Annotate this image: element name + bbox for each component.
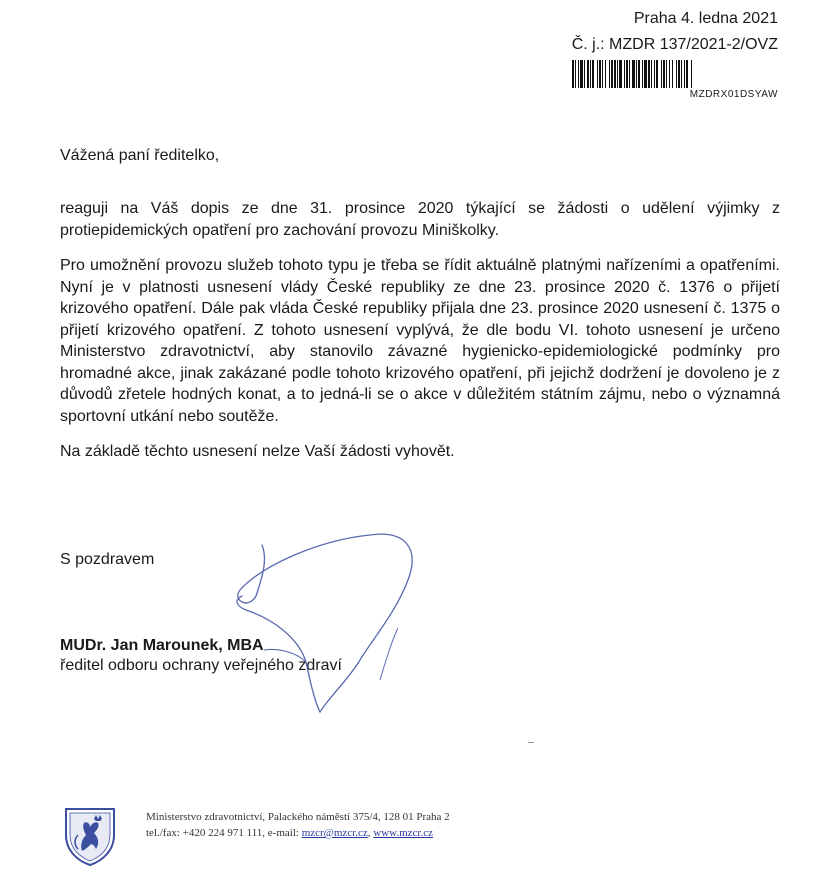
website-link[interactable]: www.mzcr.cz: [373, 827, 433, 839]
signer-block: [60, 636, 342, 676]
letter-date: Praha 4. ledna 2021: [633, 10, 778, 27]
paragraph-2: Pro umožnění provozu služeb tohoto typu je třeba se řídit aktuálně platnými nařízeními a opatřeními. Nyní je v platnosti usnesení vlády České republiky ze dne 23. prosince 2020 č. 1376 o přijetí krizového opatření. Dále pak vláda České republiky přijala dne 23. prosince 2020 usnesení č. 1375 o přijetí krizového opatření. Z tohoto usnesení vyplývá, že dle bodu VI. tohoto usnesení je určeno Ministerstvo zdravotnictví, aby stanovilo závazné hygienicko-epidemiologické podmínky pro hromadné akce, jinak zakázané podle tohoto krizového opatření, při jejichž dodržení je dovoleno je z důvodů zřetele hodných konat, a to jedná-li se o akce v důležitém státním zájmu, nebo o významná sportovní utkání nebo soutěže.: [60, 257, 780, 425]
letter-footer: [60, 805, 450, 867]
letter-body: [60, 198, 780, 477]
footer-separator: ,: [367, 827, 374, 839]
letter-header: [572, 6, 778, 100]
czech-lion-emblem-icon: [60, 805, 120, 867]
closing-greeting: S pozdravem: [60, 551, 155, 568]
footer-phone: tel./fax: +420 224 971 111, e-mail:: [146, 827, 302, 839]
reference-number: Č. j.: MZDR 137/2021-2/OVZ: [571, 36, 778, 53]
paragraph-3: Na základě těchto usnesení nelze Vaší žádosti vyhovět.: [60, 443, 455, 460]
email-link[interactable]: mzcr@mzcr.cz: [301, 827, 368, 839]
salutation: Vážená paní ředitelko,: [60, 147, 220, 164]
stray-mark: [528, 742, 534, 743]
barcode-icon: [572, 60, 778, 88]
footer-contact: [146, 809, 450, 841]
barcode-text: MZDRX01DSYAW: [689, 89, 778, 100]
signer-title: ředitel odboru ochrany veřejného zdraví: [60, 657, 342, 674]
footer-contact-line: [146, 825, 450, 841]
signer-name: MUDr. Jan Marounek, MBA: [60, 637, 264, 654]
footer-address: Ministerstvo zdravotnictví, Palackého náměstí 375/4, 128 01 Praha 2: [146, 811, 450, 823]
paragraph-1: reaguji na Váš dopis ze dne 31. prosince 2020 týkající se žádosti o udělení výjimky z protiepidemických opatření pro zachování provozu Miniškolky.: [60, 200, 780, 239]
